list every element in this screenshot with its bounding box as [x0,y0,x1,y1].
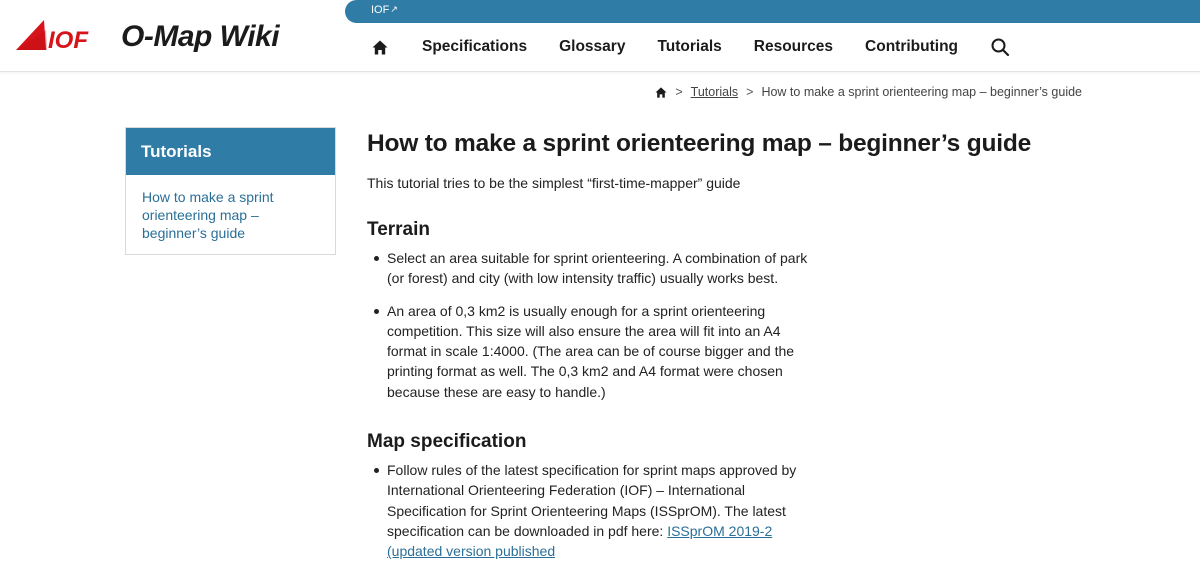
list-item [367,460,822,561]
external-link-icon: ↗ [390,4,398,14]
nav-contributing[interactable]: Contributing [865,38,959,55]
terrain-list [367,248,1087,402]
search-button[interactable] [980,30,1020,64]
sidebar-link-sprint-guide[interactable]: How to make a sprint orienteering map – beginner’s guide [142,189,274,241]
nav-resources[interactable]: Resources [753,38,834,55]
sidebar-title[interactable]: Tutorials [126,128,335,175]
list-item-text: Select an area suitable for sprint orienteering. A combination of park (or forest) and city (with low intensity traffic) usually works best. [387,250,808,287]
svg-text:IOF: IOF [48,27,88,54]
section-heading-terrain: Terrain [367,219,431,240]
list-item-text: Follow rules of the latest specification for sprint maps approved by International Orienteering Federation (IOF) – International Specification for Sprint Orienteering Maps (ISSprOM). The latest specification can be downloaded in pdf here: [387,462,797,539]
nav-tutorials[interactable]: Tutorials [657,38,722,55]
breadcrumb-separator: > [675,85,683,99]
search-icon [991,38,1009,56]
iof-external-link[interactable] [371,4,398,16]
iof-logo-mark [16,16,108,52]
bullet-icon [374,468,379,473]
home-icon [372,40,388,55]
breadcrumb-home[interactable] [655,87,667,98]
nav-specifications[interactable]: Specifications [422,38,528,55]
list-item [367,301,822,402]
issprom-download-link[interactable]: ISSprOM 2019-2 (updated version published [387,522,773,560]
breadcrumb-tutorials[interactable]: Tutorials [690,85,739,99]
list-item-text: An area of 0,3 km2 is usually enough for a sprint orienteering competition. This size will also ensure the area will fit into an A4 format in scale 1:4000. (The area can be of course bigger and the printing format as well. The 0,3 km2 and A4 format were chosen because these are easy to handle.) [387,302,795,400]
article [367,129,1087,574]
site-header [0,0,1200,72]
list-item [367,248,822,289]
breadcrumb-separator: > [746,85,754,99]
sidebar-body [126,175,335,254]
map-spec-list [367,460,1087,561]
nav-glossary[interactable]: Glossary [559,38,626,55]
iof-logo[interactable] [16,14,108,54]
section-heading-map-specification: Map specification [367,431,527,453]
breadcrumb [655,85,1082,99]
iof-link-label: IOF [371,4,390,16]
nav-home[interactable] [360,30,400,64]
sidebar [125,127,336,255]
page-title: How to make a sprint orienteering map – beginner’s guide [367,130,1032,157]
site-title[interactable]: O-Map Wiki [121,20,280,53]
bullet-icon [374,309,379,314]
top-utility-bar [345,0,1200,23]
article-intro: This tutorial tries to be the simplest “first-time-mapper” guide [367,175,741,191]
bullet-icon [374,256,379,261]
home-icon [655,87,667,98]
main-nav [360,30,1020,64]
breadcrumb-current: How to make a sprint orienteering map – beginner’s guide [761,85,1082,99]
